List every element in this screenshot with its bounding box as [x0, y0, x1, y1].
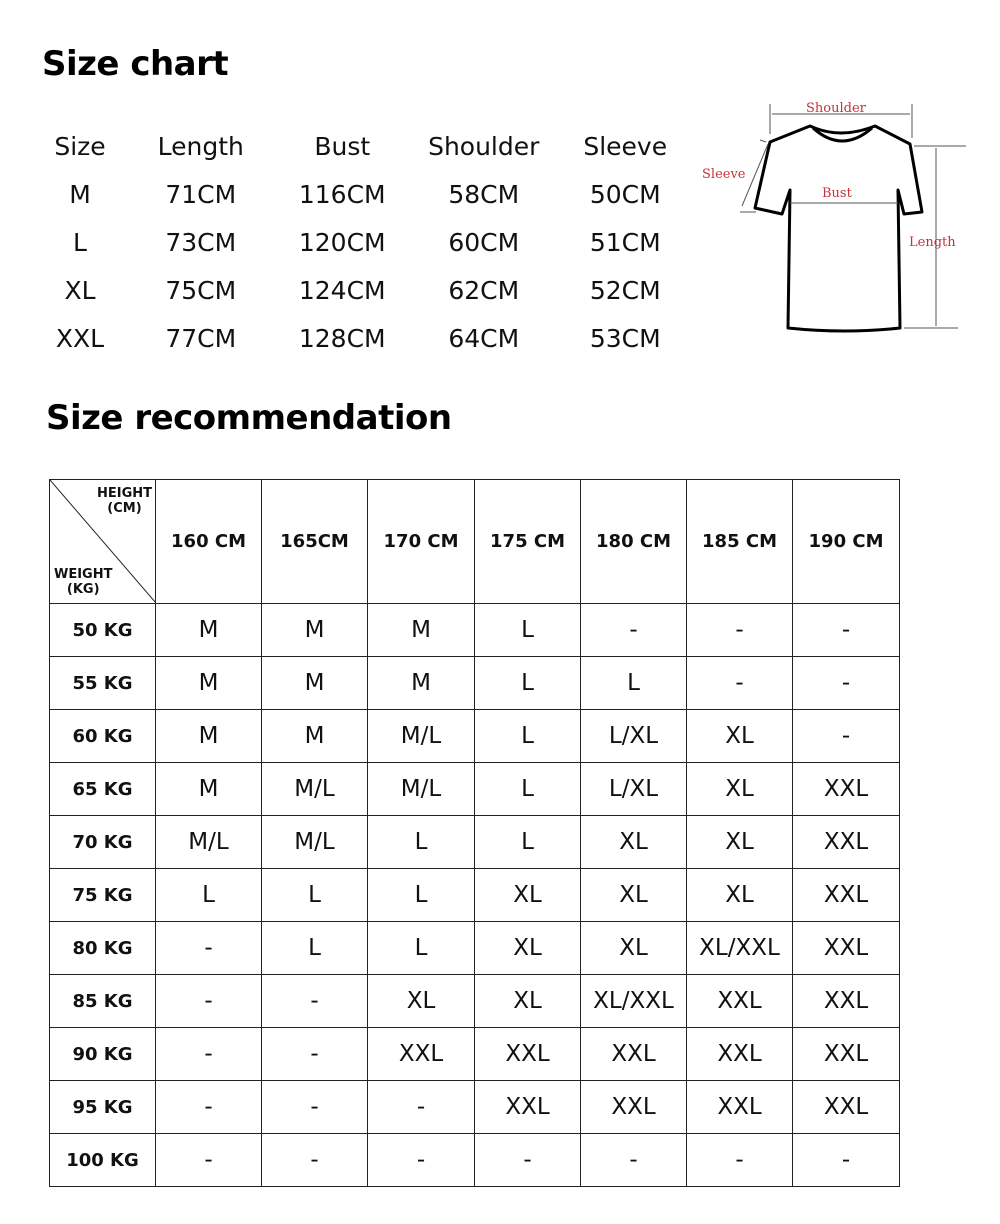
- table-row: [50, 975, 900, 1028]
- size-cell: -: [262, 1134, 368, 1187]
- size-cell: M: [156, 657, 262, 710]
- table-row: [50, 710, 900, 763]
- size-chart-cell: 60CM: [448, 227, 520, 257]
- weight-label: 60 KG: [50, 710, 156, 763]
- size-chart-cell: XL: [64, 275, 96, 305]
- size-cell: -: [687, 657, 793, 710]
- weight-label: 75 KG: [50, 869, 156, 922]
- length-label: Length: [909, 235, 956, 250]
- height-label-line1: HEIGHT: [96, 486, 152, 501]
- size-chart-header: Size: [54, 131, 106, 161]
- size-cell: XXL: [793, 975, 900, 1028]
- weight-label: 55 KG: [50, 657, 156, 710]
- table-row: [50, 1028, 900, 1081]
- size-cell: XL: [368, 975, 475, 1028]
- size-cell: -: [368, 1134, 475, 1187]
- size-chart-header: Shoulder: [428, 131, 540, 161]
- size-cell: XXL: [687, 975, 793, 1028]
- size-chart-cell: 58CM: [448, 179, 520, 209]
- size-chart-cell: 52CM: [589, 275, 661, 305]
- height-header: 160 CM: [156, 480, 262, 604]
- size-cell: XXL: [687, 1028, 793, 1081]
- size-cell: -: [793, 604, 900, 657]
- size-chart-header: Sleeve: [583, 131, 668, 161]
- size-chart-row: [30, 314, 720, 362]
- size-cell: -: [475, 1134, 581, 1187]
- size-cell: XL/XXL: [581, 975, 687, 1028]
- weight-label-line2: (KG): [66, 582, 100, 597]
- size-cell: -: [156, 922, 262, 975]
- weight-label: 95 KG: [50, 1081, 156, 1134]
- size-cell: XL: [475, 869, 581, 922]
- weight-label: 50 KG: [50, 604, 156, 657]
- size-chart-cell: 51CM: [589, 227, 661, 257]
- corner-cell: [50, 480, 156, 604]
- size-chart-cell: 77CM: [165, 323, 237, 353]
- size-cell: -: [156, 975, 262, 1028]
- size-cell: XL: [581, 869, 687, 922]
- size-cell: L: [262, 922, 368, 975]
- size-cell: XL: [687, 869, 793, 922]
- size-cell: XL/XXL: [687, 922, 793, 975]
- size-chart-cell: 116CM: [298, 179, 386, 209]
- size-cell: XL: [475, 922, 581, 975]
- size-chart-cell: 71CM: [165, 179, 237, 209]
- height-header: 165CM: [262, 480, 368, 604]
- size-cell: XXL: [475, 1081, 581, 1134]
- table-row: [50, 604, 900, 657]
- size-cell: M: [368, 604, 475, 657]
- table-row: [50, 657, 900, 710]
- size-cell: -: [687, 604, 793, 657]
- height-header: 170 CM: [368, 480, 475, 604]
- height-header: 175 CM: [475, 480, 581, 604]
- size-chart-cell: 53CM: [589, 323, 661, 353]
- size-cell: -: [156, 1028, 262, 1081]
- size-cell: XL: [581, 816, 687, 869]
- size-chart-row: [30, 266, 720, 314]
- size-chart-cell: 73CM: [165, 227, 237, 257]
- size-cell: -: [581, 604, 687, 657]
- table-row: [50, 869, 900, 922]
- size-cell: M/L: [262, 816, 368, 869]
- size-cell: M/L: [368, 710, 475, 763]
- sleeve-label: Sleeve: [702, 167, 746, 182]
- size-chart-cell: 128CM: [298, 323, 386, 353]
- size-cell: XXL: [793, 763, 900, 816]
- weight-label: 90 KG: [50, 1028, 156, 1081]
- table-row: [50, 763, 900, 816]
- size-chart-row: [30, 170, 720, 218]
- size-cell: XL: [687, 763, 793, 816]
- size-recommendation-title: Size recommendation: [46, 398, 452, 438]
- height-header: 180 CM: [581, 480, 687, 604]
- size-cell: L: [581, 657, 687, 710]
- size-chart-cell: 75CM: [165, 275, 237, 305]
- weight-label: 100 KG: [50, 1134, 156, 1187]
- size-chart-table: [30, 122, 720, 362]
- size-cell: L: [368, 922, 475, 975]
- size-chart-cell: L: [73, 227, 87, 257]
- weight-axis-label: [54, 567, 112, 597]
- size-chart-header: Bust: [314, 131, 371, 161]
- size-cell: L: [475, 657, 581, 710]
- size-cell: L: [475, 763, 581, 816]
- table-row: [50, 1134, 900, 1187]
- table-row: [50, 1081, 900, 1134]
- size-cell: L: [262, 869, 368, 922]
- size-cell: L: [475, 604, 581, 657]
- size-cell: -: [262, 1081, 368, 1134]
- table-row: [50, 922, 900, 975]
- weight-label: 65 KG: [50, 763, 156, 816]
- size-cell: XL: [475, 975, 581, 1028]
- size-cell: M: [156, 710, 262, 763]
- size-cell: M/L: [262, 763, 368, 816]
- size-cell: M: [262, 604, 368, 657]
- size-chart-cell: 50CM: [589, 179, 661, 209]
- height-header: 185 CM: [687, 480, 793, 604]
- size-cell: M: [368, 657, 475, 710]
- size-cell: M: [156, 604, 262, 657]
- size-chart-cell: 120CM: [298, 227, 386, 257]
- size-cell: -: [793, 657, 900, 710]
- weight-label: 85 KG: [50, 975, 156, 1028]
- size-chart-cell: 124CM: [298, 275, 386, 305]
- size-cell: L/XL: [581, 710, 687, 763]
- shoulder-label: Shoulder: [806, 101, 866, 116]
- size-chart-cell: 62CM: [448, 275, 520, 305]
- size-cell: L: [156, 869, 262, 922]
- size-cell: -: [687, 1134, 793, 1187]
- size-cell: -: [262, 1028, 368, 1081]
- size-cell: M: [262, 710, 368, 763]
- size-cell: L: [475, 710, 581, 763]
- size-cell: XXL: [687, 1081, 793, 1134]
- size-cell: M/L: [368, 763, 475, 816]
- tshirt-icon: [700, 96, 990, 346]
- size-cell: XXL: [793, 816, 900, 869]
- size-cell: XXL: [475, 1028, 581, 1081]
- size-recommendation-table: [49, 479, 900, 1187]
- size-cell: -: [581, 1134, 687, 1187]
- size-cell: M: [262, 657, 368, 710]
- size-cell: XXL: [793, 869, 900, 922]
- size-chart-cell: M: [69, 179, 91, 209]
- size-chart-cell: XXL: [55, 323, 105, 353]
- size-cell: M/L: [156, 816, 262, 869]
- size-cell: -: [156, 1081, 262, 1134]
- size-cell: XXL: [793, 922, 900, 975]
- size-cell: XL: [581, 922, 687, 975]
- size-cell: XXL: [581, 1028, 687, 1081]
- size-cell: XXL: [793, 1028, 900, 1081]
- size-cell: -: [793, 1134, 900, 1187]
- height-axis-label: [97, 486, 152, 516]
- size-cell: M: [156, 763, 262, 816]
- size-cell: XXL: [581, 1081, 687, 1134]
- size-chart-cell: 64CM: [448, 323, 520, 353]
- weight-label-line1: WEIGHT: [54, 567, 113, 582]
- table-row: [50, 816, 900, 869]
- size-cell: XXL: [793, 1081, 900, 1134]
- size-chart-title: Size chart: [42, 44, 229, 84]
- weight-label: 80 KG: [50, 922, 156, 975]
- size-cell: -: [368, 1081, 475, 1134]
- bust-label: Bust: [822, 186, 852, 201]
- height-header: 190 CM: [793, 480, 900, 604]
- size-chart-header: Length: [157, 131, 244, 161]
- weight-label: 70 KG: [50, 816, 156, 869]
- size-cell: -: [156, 1134, 262, 1187]
- size-cell: L: [368, 869, 475, 922]
- size-cell: L: [475, 816, 581, 869]
- size-cell: -: [262, 975, 368, 1028]
- size-cell: -: [793, 710, 900, 763]
- size-chart-row: [30, 218, 720, 266]
- size-cell: XXL: [368, 1028, 475, 1081]
- size-cell: XL: [687, 816, 793, 869]
- size-cell: L/XL: [581, 763, 687, 816]
- size-cell: L: [368, 816, 475, 869]
- tshirt-measurement-diagram: [700, 96, 990, 346]
- size-cell: XL: [687, 710, 793, 763]
- size-chart-header-row: [30, 122, 720, 170]
- height-label-line2: (CM): [107, 501, 142, 516]
- height-header-row: [50, 480, 900, 604]
